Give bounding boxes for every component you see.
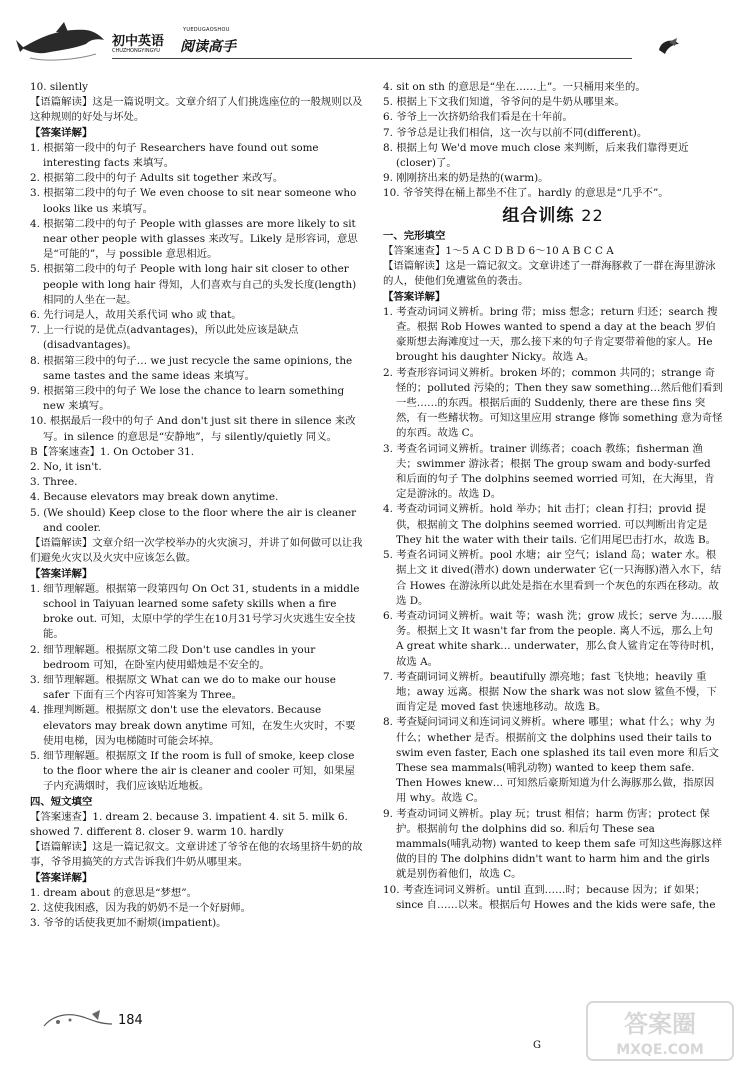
answer-item: 4. 推理判断题。根据原文 don't use the elevators. Because elevators may break down anytime 可知，在发生火灾时，不要使用电梯，因为电梯随时可能会坏掉。 bbox=[30, 704, 356, 747]
section-heading: 四、短文填空 bbox=[30, 795, 93, 808]
answer-item: 9. 考查动词词义辨析。play 玩；trust 相信；harm 伤害；protect 保护。根据前句 the dolphins did so. 和后句 These sea mammals(哺乳动物) wanted to keep them safe 可知这些海豚这样做的目的 The dolphins didn't want to harm him and the girls 就是别伤着他们，故选 C。 bbox=[383, 807, 723, 881]
answer-item: 4. 考查动词词义辨析。hold 举办；hit 击打；clean 打扫；provid 提供，根据前文 The dolphins seemed worried. 可以判断出肯定是 They hit the water with their tails. 它们用尾巴击打水，故选 B。 bbox=[383, 503, 717, 546]
answer-item: 8. 根据第三段中的句子… we just recycle the same opinions, the same tastes and the same ideas 来填写。 bbox=[30, 354, 353, 382]
section-heading: 一、完形填空 bbox=[383, 229, 446, 242]
text-line: B【答案速查】1. On October 31. bbox=[30, 445, 195, 458]
text-line: 2. 这使我困惑，因为我的奶奶不是一个好厨师。 bbox=[30, 901, 252, 914]
answer-item: 9. 根据第三段中的句子 We lose the chance to learn something new 来填写。 bbox=[30, 385, 345, 413]
header-rule bbox=[112, 58, 632, 59]
text-line: 【答案速查】1～5 A C D B D 6～10 A B C C A bbox=[383, 245, 614, 258]
footer-deco-icon bbox=[40, 1008, 116, 1032]
page-header bbox=[0, 0, 750, 70]
answer-item: 5. (We should) Keep close to the floor where the air is cleaner and cooler. bbox=[30, 506, 357, 534]
answer-item: 6. 考查动词词义辨析。wait 等；wash 洗；grow 成长；serve 为……服务。根据上文 It wasn't far from the people. 离人不远，那么上句 A great white shark… underwater，那么食人鲨肯定在等待时机，故选 A。 bbox=[383, 609, 723, 668]
series-title: 初中英语 bbox=[112, 34, 165, 49]
answer-item: 1. 细节理解题。根据第一段第四句 On Oct 31, students in a middle school in Taiyuan learned some safety skills when a fire broke out. 可知，太原中学的学生在10月31号学习火灾逃生安全技能。 bbox=[30, 582, 360, 641]
series-pinyin-secondary: CHUZHONGYINGYU bbox=[112, 48, 160, 54]
text-line: 10. silently bbox=[30, 81, 89, 93]
section-heading: 【答案详解】 bbox=[30, 871, 93, 884]
text-line: 1. dream about 的意思是“梦想”。 bbox=[30, 886, 197, 899]
ornament-icon bbox=[655, 36, 683, 56]
text-line: 7. 爷爷总是让我们相信，这一次与以前不同(different)。 bbox=[383, 126, 648, 139]
left-column bbox=[30, 80, 365, 931]
section-title-number: 22 bbox=[581, 205, 604, 225]
answer-item: 2. 细节理解题。根据原文第二段 Don't use candles in your bedroom 可知，在卧室内使用蜡烛是不安全的。 bbox=[30, 643, 316, 671]
text-line: 5. 根据上下文我们知道，爷爷问的是牛奶从哪里来。 bbox=[383, 96, 625, 109]
text-line: 6. 爷爷上一次挤奶给我们看是在十年前。 bbox=[383, 111, 573, 124]
watermark-url: MXQE.COM bbox=[616, 1042, 704, 1058]
answer-item: 8. 考查疑问词词义和连词词义辨析。where 哪里；what 什么；why 为什么；whether 是否。根据前文 the dolphins used their tails to swim even faster, Each one splashed its tail even more 和后文 These sea mammals(哺乳动物) wanted to keep them safe. Then Howes knew… 可知然后豪斯知道为什么海豚那么做，指原因用 why。故选 C。 bbox=[383, 716, 719, 805]
answer-item: 2. 考查形容词词义辨析。broken 坏的；common 共同的；strange 奇怪的；polluted 污染的；Then they saw something…然后他们看到一些……的东西。根据后面的 Suddenly, there are these fins 突然，有一些鳍状物。可知这里应用 strange 修饰 something 意为奇怪的东西。故选 C。 bbox=[383, 366, 723, 440]
watermark-text: 答案圈 bbox=[624, 1010, 696, 1038]
answer-item: 3. 细节理解题。根据原文 What can we do to make our house safer 下面有三个内容可知答案为 Three。 bbox=[30, 673, 336, 702]
answer-item: 5. 考查名词词义辨析。pool 水塘；air 空气；island 岛；water 水。根据上文 it dived(潜水) down underwater 它(一只海豚)潜入水下，结合 Howes 在游泳所以此处是指在水里看到一个灰色的东西在移动。故选 D。 bbox=[383, 549, 722, 607]
page-number: 184 bbox=[118, 1013, 143, 1028]
text-line: 【语篇解读】这是一篇记叙文。文章讲述了一群海豚救了一群在海里游泳的人，使他们免遭鲨鱼的袭击。 bbox=[383, 260, 716, 288]
text-line: 3. 爷爷的话使我更加不耐烦(impatient)。 bbox=[30, 917, 227, 930]
section-title-text: 组合训练 bbox=[502, 205, 575, 226]
answer-item: 7. 考查副词词义辨析。beautifully 漂亮地；fast 飞快地；heavily 重地；away 远离。根据 Now the shark was not slow 鲨鱼不慢，下面肯定是 moved fast 快速地移动。故选 B。 bbox=[383, 670, 717, 714]
answer-item: 3. 根据第二段中的句子 We even choose to sit near someone who looks like us 来填写。 bbox=[30, 187, 357, 215]
text-line: 【语篇解读】文章介绍一次学校举办的火灾演习，并讲了如何做可以让我们避免火灾以及火灾中应该怎么做。 bbox=[30, 537, 363, 565]
text-line: 4. sit on sth 的意思是“坐在……上”。一只桶用来坐的。 bbox=[383, 81, 646, 93]
bottom-mark: G bbox=[533, 1040, 541, 1051]
answer-item: 4. 根据第二段中的句子 People with glasses are more likely to sit near other people with glasses 来改写。Likely 是形容词，意思是“可能的”，与 possible 意思相近。 bbox=[30, 217, 358, 261]
answer-item: 5. 根据第二段中的句子 People with long hair sit closer to other people with long hair 得知，人们喜欢与自己的头发长度(length)相同的人坐在一起。 bbox=[30, 263, 357, 306]
answer-item: 5. 细节理解题。根据原文 If the room is full of smoke, keep close to the floor where the air is cleaner and cooler 可知，如果屋子内充满烟时，我们应该贴近地板。 bbox=[30, 749, 355, 793]
answer-item: 10. 考查连词词义辨析。until 直到……时；because 因为；if 如果；since 自……以来。根据后句 Howes and the kids were safe, the bbox=[383, 883, 716, 911]
text-line: 3. Three. bbox=[30, 476, 78, 489]
answer-item: 6. 先行词是人，故用关系代词 who 或 that。 bbox=[30, 309, 242, 322]
answer-item: 7. 上一行说的是优点(advantages)，所以此处应该是缺点(disadvantages)。 bbox=[30, 324, 299, 352]
text-line: 9. 刚刚挤出来的奶是热的(warm)。 bbox=[383, 172, 549, 185]
section-heading: 【答案详解】 bbox=[30, 567, 93, 580]
section-title bbox=[383, 205, 723, 226]
answer-item: 3. 考查名词词义辨析。trainer 训练者；coach 教练；fisherman 渔夫；swimmer 游泳者；根据 The group swam and body-surfed 和后面的句子 The dolphins seemed worried 可知，在大海里，肯定是游泳的。故选 D。 bbox=[383, 442, 715, 501]
text-line: 【语篇解读】这是一篇记叙文。文章讲述了爷爷在他的农场里挤牛奶的故事，爷爷用搞笑的方式告诉我们牛奶从哪里来。 bbox=[30, 841, 363, 869]
dolphin-logo-icon bbox=[16, 18, 106, 64]
series-pinyin: YUEDUGAOSHOU bbox=[183, 27, 230, 33]
text-line: 4. Because elevators may break down anytime. bbox=[30, 491, 279, 504]
answer-item: 1. 考查动词词义辨析。bring 带；miss 想念；return 归还；search 搜查。根据 Rob Howes wanted to spend a day at the beach 罗伯豪斯想去海滩度过一天，那么接下来的句子肯定要带着他的家人。He brought his daughter Nicky。故选 A。 bbox=[383, 305, 718, 364]
answer-item: 1. 根据第一段中的句子 Researchers have found out some interesting facts 来填写。 bbox=[30, 141, 319, 170]
answer-item: 2. 根据第二段中的句子 Adults sit together 来改写。 bbox=[30, 172, 284, 185]
text-line: 【语篇解读】这是一篇说明文。文章介绍了人们挑选座位的一般规则以及这种规则的好处与坏处。 bbox=[30, 96, 363, 124]
right-column bbox=[383, 80, 723, 913]
series-subtitle: 阅读高手 bbox=[180, 39, 236, 55]
answer-item: 10. 根据最后一段中的句子 And don't just sit there in silence 来改写。in silence 的意思是“安静地”，与 silently/quietly 同义。 bbox=[30, 415, 356, 443]
section-heading: 【答案详解】 bbox=[383, 290, 446, 303]
watermark-logo bbox=[585, 1000, 735, 1062]
answer-item: 8. 根据上句 We'd move much close 来判断，后来我们靠得更近(closer)了。 bbox=[383, 141, 689, 170]
text-line: 10. 爷爷笑得在桶上都坐不住了。hardly 的意思是“几乎不”。 bbox=[383, 187, 669, 200]
section-heading: 【答案详解】 bbox=[30, 126, 93, 139]
text-line: 【答案速查】1. dream 2. because 3. impatient 4. sit 5. milk 6. showed 7. different 8. closer 9. warm 10. hardly bbox=[30, 810, 348, 838]
text-line: 2. No, it isn't. bbox=[30, 461, 102, 474]
